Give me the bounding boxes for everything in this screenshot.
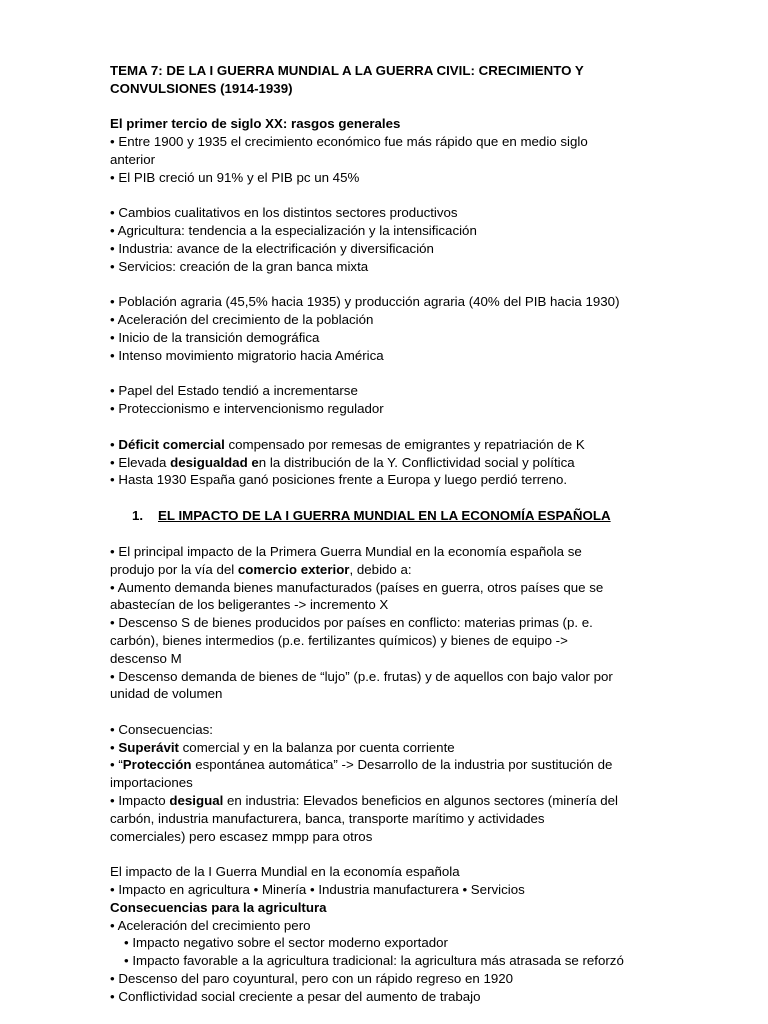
section-number: 1. — [132, 508, 144, 524]
list-item: • Agricultura: tendencia a la especialización y la intensificación — [110, 223, 477, 239]
text-fragment: • Impacto — [110, 793, 170, 809]
section-1-heading — [132, 507, 708, 525]
list-item: • Población agraria (45,5% hacia 1935) y producción agraria (40% del PIB hacia 1930) — [110, 294, 620, 310]
text-fragment: n la distribución de la Y. Conflictividad social y política — [258, 454, 575, 470]
list-item-cont: importaciones — [110, 775, 193, 791]
list-item: • Industria: avance de la electrificación y diversificación — [110, 240, 434, 256]
bold-term: comercio exterior — [237, 561, 350, 577]
list-item: • Intenso movimiento migratorio hacia América — [110, 347, 384, 363]
text-fragment: • — [110, 436, 119, 452]
list-item-cont: abastecían de los beligerantes -> incremento X — [110, 597, 389, 613]
list-item: • Descenso del paro coyuntural, pero con un rápido regreso en 1920 — [110, 971, 514, 987]
bold-term: Protección — [122, 757, 192, 773]
doc-title-line-1: TEMA 7: DE LA I GUERRA MUNDIAL A LA GUERRA CIVIL: CRECIMIENTO Y — [110, 63, 584, 78]
list-item: • Papel del Estado tendió a incrementarse — [110, 383, 358, 399]
list-item — [110, 436, 708, 454]
list-item: • Descenso demanda de bienes de “lujo” (p.e. frutas) y de aquellos con bajo valor por — [110, 668, 613, 684]
list-item: • Cambios cualitativos en los distintos sectores productivos — [110, 205, 458, 221]
bold-term: desigualdad e — [170, 454, 259, 470]
list-item: • Conflictividad social creciente a pesar del aumento de trabajo — [110, 988, 481, 1004]
list-item — [110, 739, 708, 757]
list-item: • Aceleración del crecimiento de la población — [110, 312, 374, 328]
list-item-cont: comerciales) pero escasez mmpp para otros — [110, 828, 373, 844]
text-fragment: • “ — [110, 757, 123, 773]
list-item: • Consecuencias: — [110, 721, 213, 737]
intro-heading: El primer tercio de siglo XX: rasgos generales — [110, 116, 401, 132]
text-fragment: • — [110, 739, 119, 755]
bold-term: Déficit comercial — [118, 436, 225, 452]
paragraph-line: El impacto de la I Guerra Mundial en la economía española — [110, 864, 460, 880]
list-item: • Impacto en agricultura • Minería • Industria manufacturera • Servicios — [110, 882, 525, 898]
doc-title-line-2: CONVULSIONES (1914-1939) — [110, 80, 293, 96]
list-item: • Hasta 1930 España ganó posiciones frente a Europa y luego perdió terreno. — [110, 472, 568, 488]
list-item: • Servicios: creación de la gran banca mixta — [110, 258, 369, 274]
subheading: Consecuencias para la agricultura — [110, 899, 327, 915]
bold-term: Superávit — [118, 739, 179, 755]
list-item-cont: descenso M — [110, 650, 182, 666]
list-item-cont: carbón), bienes intermedios (p.e. fertilizantes químicos) y bienes de equipo -> — [110, 632, 568, 648]
paragraph-line — [110, 561, 708, 579]
text-fragment: compensado por remesas de emigrantes y repatriación de K — [224, 436, 585, 452]
list-item: • Proteccionismo e intervencionismo regulador — [110, 401, 384, 417]
paragraph-line: • El principal impacto de la Primera Guerra Mundial en la economía española se — [110, 543, 582, 559]
list-item-cont: carbón, industria manufacturera, banca, transporte marítimo y actividades — [110, 810, 545, 826]
list-item-cont: anterior — [110, 151, 156, 167]
sub-list-item: • Impacto favorable a la agricultura tradicional: la agricultura más atrasada se reforzó — [124, 953, 624, 969]
list-item-cont: unidad de volumen — [110, 686, 223, 702]
list-item: • Descenso S de bienes producidos por países en conflicto: materias primas (p. e. — [110, 615, 593, 631]
bold-term: desigual — [169, 793, 224, 809]
text-fragment: comercial y en la balanza por cuenta corriente — [178, 739, 455, 755]
text-fragment: • Elevada — [110, 454, 171, 470]
list-item: • Inicio de la transición demográfica — [110, 329, 320, 345]
list-item: • Aumento demanda bienes manufacturados (países en guerra, otros países que se — [110, 579, 604, 595]
section-title: EL IMPACTO DE LA I GUERRA MUNDIAL EN LA ECONOMÍA ESPAÑOLA — [158, 508, 611, 524]
text-fragment: en industria: Elevados beneficios en algunos sectores (minería del — [223, 793, 618, 809]
list-item — [110, 454, 708, 472]
list-item — [110, 756, 708, 774]
list-item — [110, 792, 708, 810]
list-item: • El PIB creció un 91% y el PIB pc un 45% — [110, 169, 360, 185]
list-item: • Aceleración del crecimiento pero — [110, 917, 311, 933]
text-fragment: espontánea automática” -> Desarrollo de la industria por sustitución de — [191, 757, 613, 773]
list-item: • Entre 1900 y 1935 el crecimiento económico fue más rápido que en medio siglo — [110, 134, 588, 150]
sub-list-item: • Impacto negativo sobre el sector moderno exportador — [124, 935, 448, 951]
text-fragment: , debido a: — [349, 561, 412, 577]
text-fragment: produjo por la vía del — [110, 561, 238, 577]
